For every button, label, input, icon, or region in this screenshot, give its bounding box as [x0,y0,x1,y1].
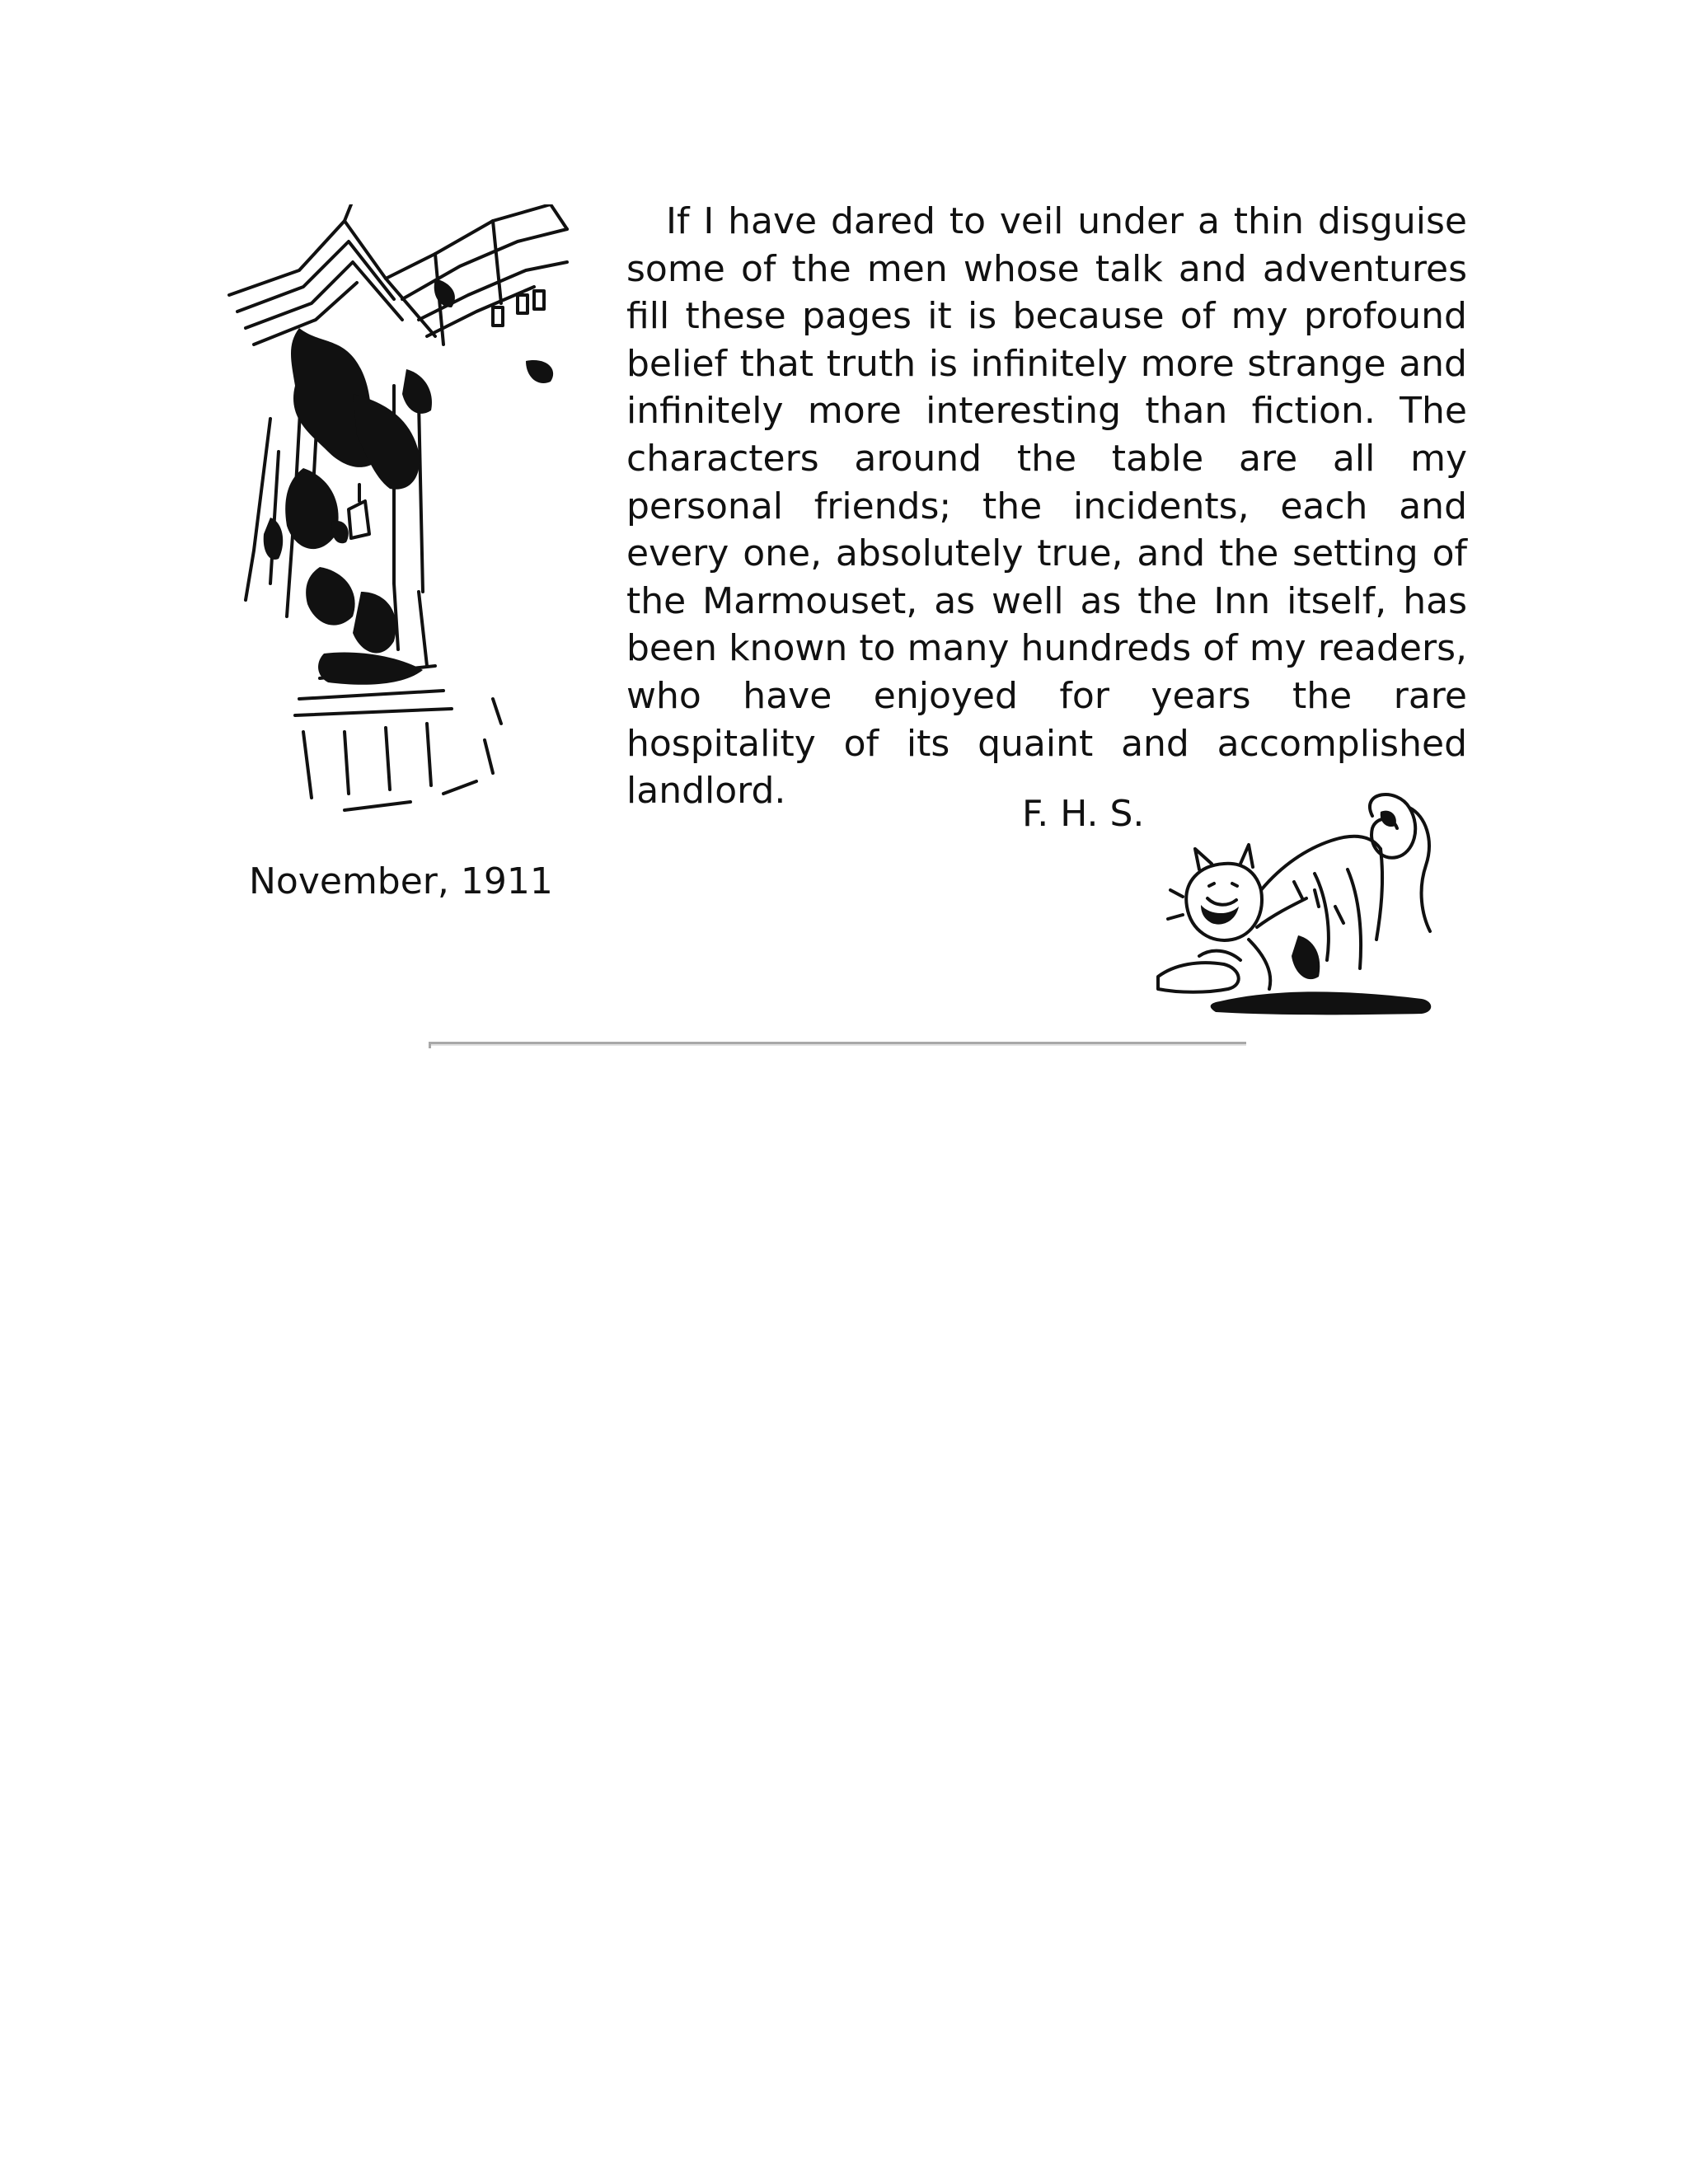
chimera-dog-illustration [1150,791,1459,1026]
preface-paragraph: If I have dared to veil under a thin disguise some of the men whose talk and adventures fill these pages it is because of my profound belief that truth is infinitely more strange and infinitely more interesting than fiction. The characters around the table are all my personal friends; the incidents, each and every one, absolutely true, and the setting of the Marmouset, as well as the Inn itself, has been known to many hundreds of my readers, who have enjoyed for years the rare hospitality of its quaint and accomplished landlord. [626,200,1467,813]
inn-sketch-illustration [221,204,617,814]
preface-date: November, 1911 [249,860,553,902]
author-initials: F. H. S. [1022,793,1145,835]
section-divider [429,1042,1246,1046]
